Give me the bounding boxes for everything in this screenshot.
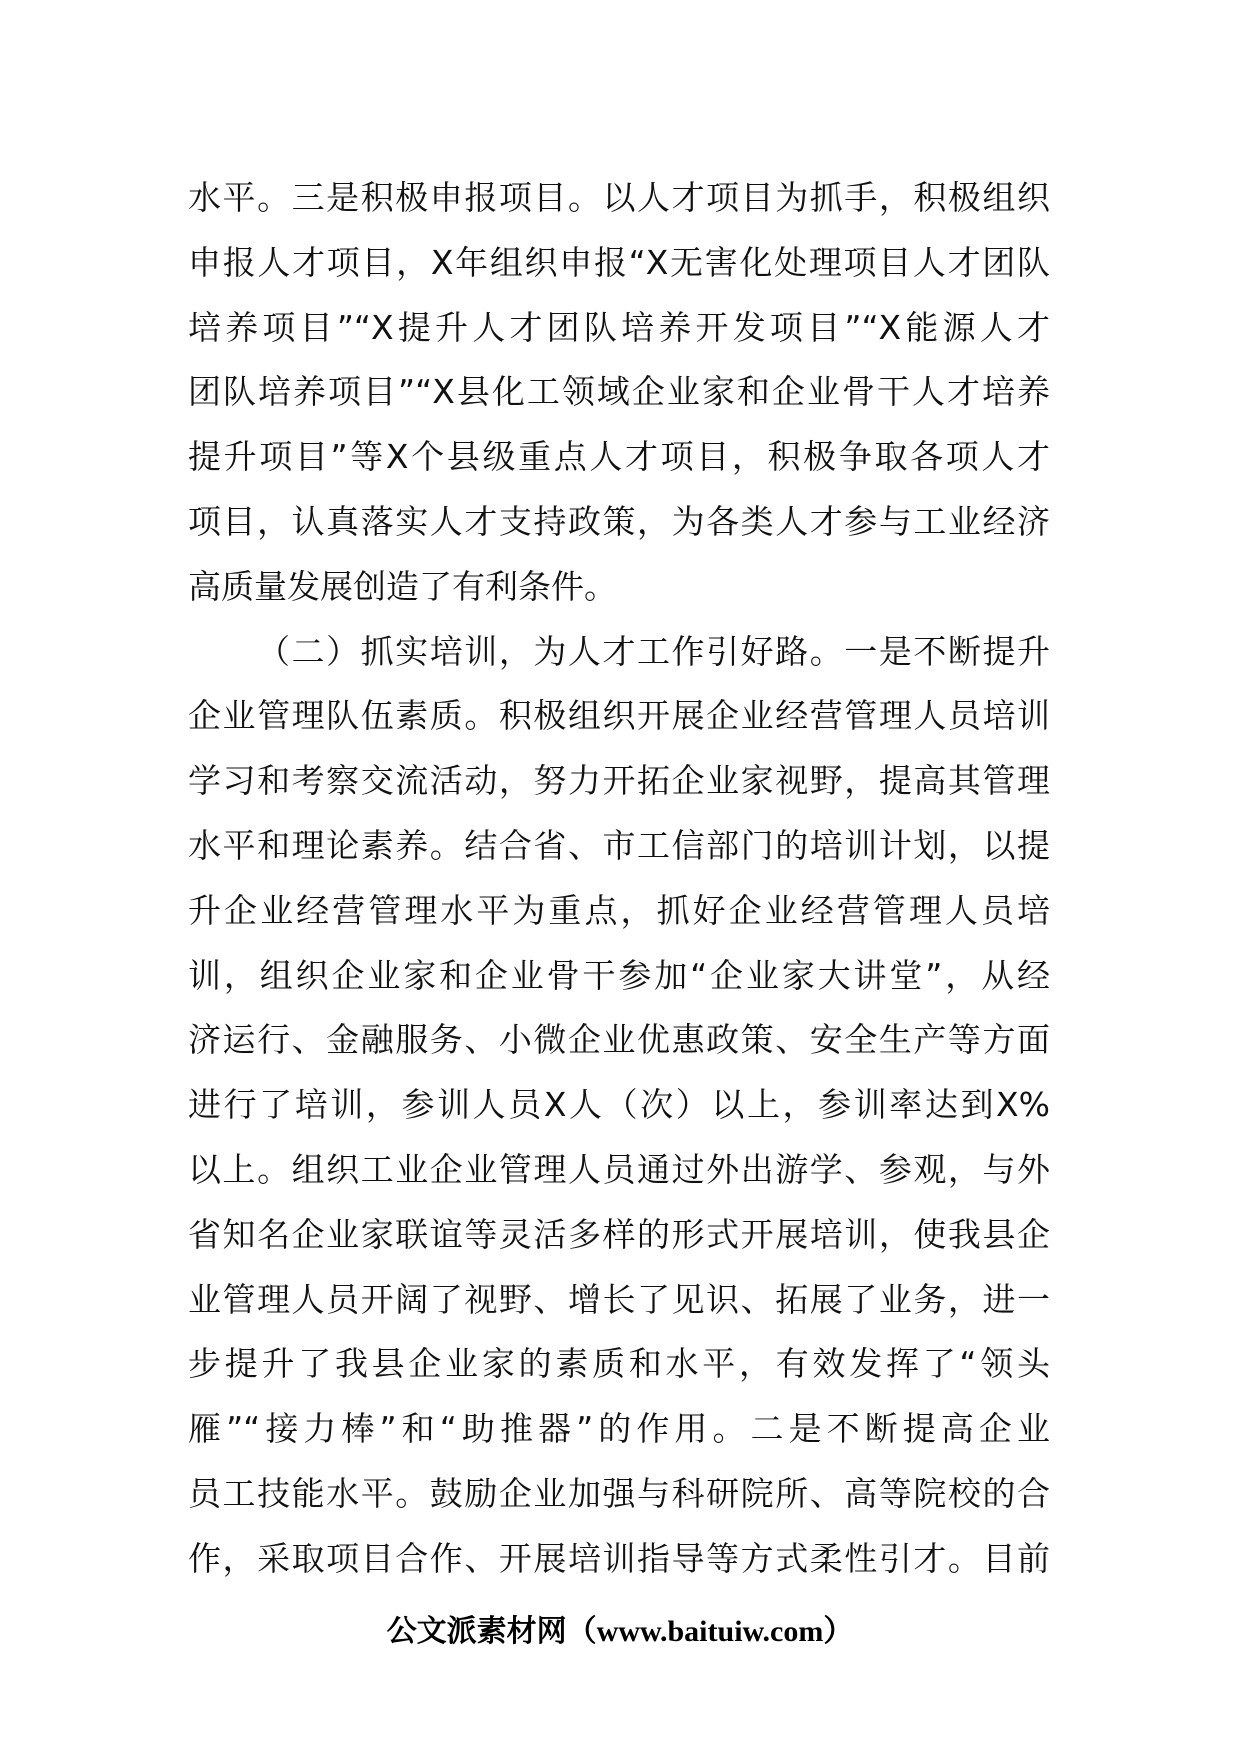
paragraph-end-line: 高质量发展创造了有利条件。 (188, 566, 617, 606)
text-line: 团队培养项目”“X县化工领域企业家和企业骨干人才培养 (188, 372, 1050, 412)
text-line: 作，采取项目合作、开展培训指导等方式柔性引才。目前 (188, 1538, 1050, 1578)
text-line: 步提升了我县企业家的素质和水平，有效发挥了“领头 (188, 1344, 1050, 1384)
text-line: 省知名企业家联谊等灵活多样的形式开展培训，使我县企 (188, 1214, 1050, 1254)
body-text (188, 166, 1050, 1592)
text-line: 培养项目”“X提升人才团队培养开发项目”“X能源人才 (188, 307, 1050, 347)
text-line: 济运行、金融服务、小微企业优惠政策、安全生产等方面 (188, 1020, 1050, 1060)
text-line: 学习和考察交流活动，努力开拓企业家视野，提高其管理 (188, 761, 1050, 801)
text-line: 业管理人员开阔了视野、增长了见识、拓展了业务，进一 (188, 1279, 1050, 1319)
text-line: 进行了培训，参训人员X人（次）以上，参训率达到X% (188, 1085, 1050, 1125)
text-line: 水平。三是积极申报项目。以人才项目为抓手，积极组织 (188, 178, 1050, 217)
text-line: 训，组织企业家和企业骨干参加“企业家大讲堂”，从经 (188, 955, 1050, 995)
text-line: 雁”“接力棒”和“助推器”的作用。二是不断提高企业 (188, 1409, 1050, 1449)
page-footer-watermark: 公文派素材网（www.baituiw.com） (386, 1615, 854, 1648)
text-line: 员工技能水平。鼓励企业加强与科研院所、高等院校的合 (188, 1473, 1050, 1513)
text-line: 以上。组织工业企业管理人员通过外出游学、参观，与外 (188, 1149, 1050, 1189)
section-heading-line: （二）抓实培训，为人才工作引好路。一是不断提升 (257, 631, 1050, 671)
text-line: 项目，认真落实人才支持政策，为各类人才参与工业经济 (188, 501, 1050, 541)
text-line: 申报人才项目，X年组织申报“X无害化处理项目人才团队 (188, 242, 1050, 282)
text-line: 水平和理论素养。结合省、市工信部门的培训计划，以提 (188, 825, 1050, 865)
text-line: 升企业经营管理水平为重点，抓好企业经营管理人员培 (188, 890, 1050, 930)
text-line: 提升项目”等X个县级重点人才项目，积极争取各项人才 (188, 437, 1050, 477)
text-line: 企业管理队伍素质。积极组织开展企业经营管理人员培训 (188, 696, 1050, 736)
